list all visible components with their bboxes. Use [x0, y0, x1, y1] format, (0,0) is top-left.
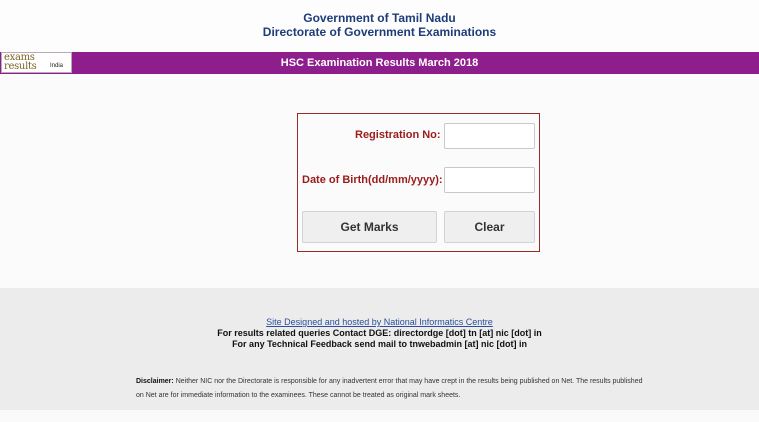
dob-input[interactable]: [444, 167, 535, 193]
disclaimer-text-1: Neither NIC nor the Directorate is responsible for any inadvertent error that may have crept in the results being published on Net. The results published: [173, 378, 643, 385]
bottom-strip: [0, 410, 759, 422]
clear-button[interactable]: Clear: [444, 211, 535, 243]
results-form: [297, 113, 540, 252]
contact-tech-text: For any Technical Feedback send mail to tnwebadmin [at] nic [dot] in: [232, 339, 527, 349]
exams-results-logo[interactable]: [1, 52, 72, 73]
nic-link[interactable]: Site Designed and hosted by National Informatics Centre: [266, 317, 493, 327]
logo-word-exams: exams: [4, 52, 35, 63]
results-title: HSC Examination Results March 2018: [280, 57, 479, 69]
page-header: [0, 0, 759, 52]
header-government-title: Government of Tamil Nadu: [303, 11, 456, 25]
dob-label: Date of Birth(dd/mm/yyyy):: [302, 174, 443, 186]
disclaimer-line-1: [136, 378, 642, 385]
disclaimer-label: Disclaimer:: [136, 378, 174, 385]
get-marks-button[interactable]: Get Marks: [302, 211, 437, 243]
page-footer: [0, 288, 759, 410]
registration-label: Registration No:: [355, 129, 441, 141]
logo-word-india: India: [50, 63, 64, 69]
header-directorate-title: Directorate of Government Examinations: [262, 25, 497, 39]
disclaimer-line-2: on Net are for immediate information to the examinees. These cannot be treated as original mark sheets.: [136, 392, 461, 399]
logo-word-results: results: [4, 61, 37, 72]
registration-input[interactable]: [444, 123, 535, 149]
title-bar: [0, 52, 759, 74]
contact-dge-text: For results related queries Contact DGE: directordge [dot] tn [at] nic [dot] in: [217, 328, 542, 338]
